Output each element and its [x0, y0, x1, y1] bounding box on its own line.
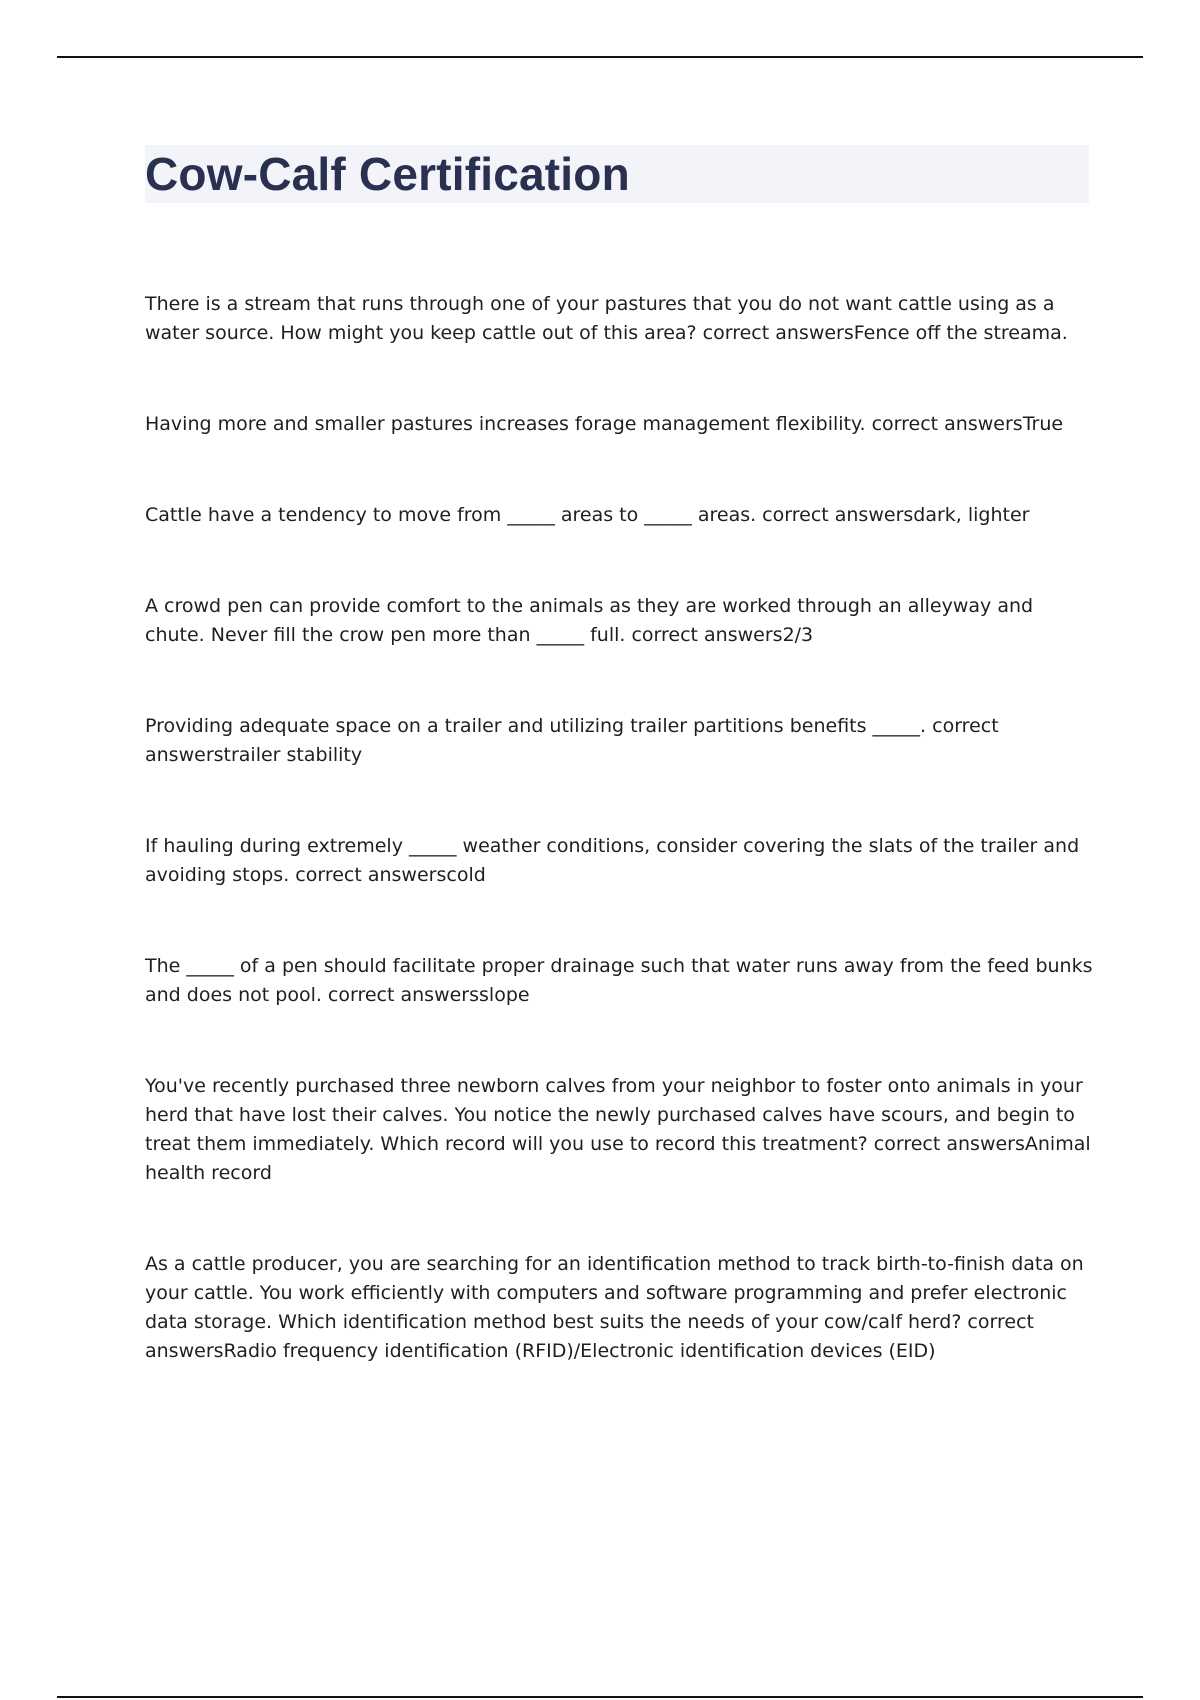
bottom-divider — [57, 1696, 1143, 1698]
qa-item: Cattle have a tendency to move from _____ areas to _____ areas. correct answersdark, lighter — [145, 504, 1030, 526]
top-divider — [57, 56, 1143, 58]
qa-item: The _____ of a pen should facilitate proper drainage such that water runs away from the feed bunks and does not pool. correct answersslope — [145, 955, 1093, 1006]
qa-item: There is a stream that runs through one of your pastures that you do not want cattle using as a water source. How might you keep cattle out of this area? correct answersFence off the streama. — [145, 293, 1068, 344]
qa-item: As a cattle producer, you are searching for an identification method to track birth-to-finish data on your cattle. You work efficiently with computers and software programming and prefer electronic data storage. Which identification method best suits the needs of your cow/calf herd? correct answersRadio frequency identification (RFID)/Electronic identification devices (EID) — [145, 1253, 1084, 1362]
qa-item: Providing adequate space on a trailer and utilizing trailer partitions benefits _____. correct answerstrailer stability — [145, 715, 999, 766]
qa-item: If hauling during extremely _____ weather conditions, consider covering the slats of the trailer and avoiding stops. correct answerscold — [145, 835, 1080, 886]
qa-item: A crowd pen can provide comfort to the animals as they are worked through an alleyway and chute. Never fill the crow pen more than _____ full. correct answers2/3 — [145, 595, 1034, 646]
qa-item: You've recently purchased three newborn calves from your neighbor to foster onto animals in your herd that have lost their calves. You notice the newly purchased calves have scours, and begin to treat them immediately. Which record will you use to record this treatment? correct answersAnimal health record — [145, 1075, 1091, 1184]
qa-item: Having more and smaller pastures increases forage management flexibility. correct answersTrue — [145, 413, 1064, 435]
question-answer-list — [145, 290, 1095, 1428]
document-title: Cow-Calf Certification — [145, 148, 630, 200]
